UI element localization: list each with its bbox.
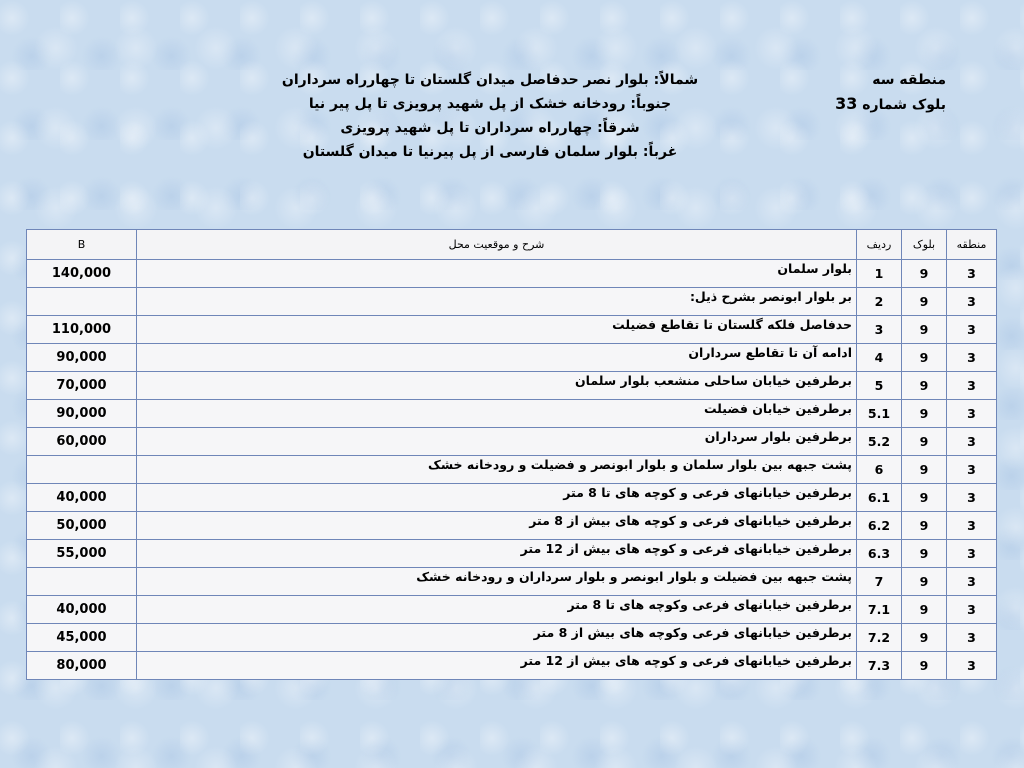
zone-cell: 3 xyxy=(947,512,997,540)
zone-cell: 3 xyxy=(947,484,997,512)
description-cell: برطرفین خیابان ساحلی منشعب بلوار سلمان xyxy=(137,372,857,400)
price-cell: 110,000 xyxy=(27,316,137,344)
table-row xyxy=(27,652,997,680)
price-cell xyxy=(27,456,137,484)
price-cell xyxy=(27,288,137,316)
row-number-cell: 3 xyxy=(857,316,902,344)
price-cell: 90,000 xyxy=(27,400,137,428)
boundaries-description xyxy=(280,68,700,164)
row-number-cell: 5.2 xyxy=(857,428,902,456)
row-number-cell: 6.3 xyxy=(857,540,902,568)
block-cell: 9 xyxy=(902,316,947,344)
zone-cell: 3 xyxy=(947,428,997,456)
zone-cell: 3 xyxy=(947,400,997,428)
table-row xyxy=(27,456,997,484)
zone-cell: 3 xyxy=(947,540,997,568)
block-cell: 9 xyxy=(902,456,947,484)
row-number-cell: 1 xyxy=(857,260,902,288)
price-cell: 45,000 xyxy=(27,624,137,652)
table-row xyxy=(27,624,997,652)
price-cell: 70,000 xyxy=(27,372,137,400)
description-cell: برطرفین خیابانهای فرعی وکوچه های بیش از 8 متر xyxy=(137,624,857,652)
table-row xyxy=(27,512,997,540)
price-cell: 55,000 xyxy=(27,540,137,568)
description-cell: حدفاصل فلکه گلستان تا تقاطع فضیلت xyxy=(137,316,857,344)
table-body xyxy=(27,260,997,680)
header-price: B xyxy=(27,230,137,260)
block-cell: 9 xyxy=(902,260,947,288)
row-number-cell: 7.1 xyxy=(857,596,902,624)
table-row xyxy=(27,344,997,372)
zone-cell: 3 xyxy=(947,568,997,596)
west-boundary: غرباً: بلوار سلمان فارسی از پل پیرنیا تا میدان گلستان xyxy=(302,144,678,160)
zone-cell: 3 xyxy=(947,652,997,680)
description-cell: برطرفین خیابان فضیلت xyxy=(137,400,857,428)
row-number-cell: 5 xyxy=(857,372,902,400)
table-row xyxy=(27,428,997,456)
row-number-cell: 2 xyxy=(857,288,902,316)
block-cell: 9 xyxy=(902,344,947,372)
table-row xyxy=(27,568,997,596)
zone-cell: 3 xyxy=(947,344,997,372)
block-info xyxy=(800,92,946,117)
header-row-no: ردیف xyxy=(857,230,902,260)
zone-label: منطقه سه xyxy=(872,72,946,88)
table-row xyxy=(27,316,997,344)
block-cell: 9 xyxy=(902,288,947,316)
zone-cell: 3 xyxy=(947,260,997,288)
block-cell: 9 xyxy=(902,652,947,680)
header-description: شرح و موقعیت محل xyxy=(137,230,857,260)
description-cell: بلوار سلمان xyxy=(137,260,857,288)
table-row xyxy=(27,260,997,288)
header-block: بلوک xyxy=(902,230,947,260)
description-cell: پشت جبهه بین بلوار سلمان و بلوار ابونصر و فضیلت و رودخانه خشک xyxy=(137,456,857,484)
description-cell: پشت جبهه بین فضیلت و بلوار ابونصر و بلوار سرداران و رودخانه خشک xyxy=(137,568,857,596)
zone-cell: 3 xyxy=(947,456,997,484)
row-number-cell: 6 xyxy=(857,456,902,484)
east-boundary: شرقاً: چهارراه سرداران تا پل شهید پرویزی xyxy=(340,120,640,136)
zone-cell: 3 xyxy=(947,372,997,400)
price-cell: 50,000 xyxy=(27,512,137,540)
price-cell: 40,000 xyxy=(27,596,137,624)
block-label: بلوک شماره xyxy=(862,97,946,113)
price-table xyxy=(26,229,997,680)
zone-cell: 3 xyxy=(947,288,997,316)
row-number-cell: 7 xyxy=(857,568,902,596)
description-cell: برطرفین خیابانهای فرعی و کوچه های بیش از 8 متر xyxy=(137,512,857,540)
description-cell: برطرفین خیابانهای فرعی و کوچه های تا 8 متر xyxy=(137,484,857,512)
description-cell: بر بلوار ابونصر بشرح ذیل: xyxy=(137,288,857,316)
description-cell: برطرفین خیابانهای فرعی و کوچه های بیش از 12 متر xyxy=(137,652,857,680)
block-cell: 9 xyxy=(902,540,947,568)
block-cell: 9 xyxy=(902,484,947,512)
row-number-cell: 7.3 xyxy=(857,652,902,680)
table-row xyxy=(27,288,997,316)
table-row xyxy=(27,540,997,568)
row-number-cell: 6.1 xyxy=(857,484,902,512)
price-cell: 60,000 xyxy=(27,428,137,456)
south-boundary: جنوباً: رودخانه خشک از پل شهید پرویزی تا پل پیر نیا xyxy=(308,96,672,112)
price-cell: 90,000 xyxy=(27,344,137,372)
block-cell: 9 xyxy=(902,372,947,400)
description-cell: برطرفین خیابانهای فرعی و کوچه های بیش از 12 متر xyxy=(137,540,857,568)
block-number: 33 xyxy=(835,94,858,113)
block-cell: 9 xyxy=(902,512,947,540)
row-number-cell: 5.1 xyxy=(857,400,902,428)
table-row xyxy=(27,400,997,428)
price-cell: 140,000 xyxy=(27,260,137,288)
header-zone: منطقه xyxy=(947,230,997,260)
zone-cell: 3 xyxy=(947,596,997,624)
zone-cell: 3 xyxy=(947,624,997,652)
north-boundary: شمالاً: بلوار نصر حدفاصل میدان گلستان تا چهارراه سرداران xyxy=(281,72,699,88)
zone-cell: 3 xyxy=(947,316,997,344)
price-cell: 80,000 xyxy=(27,652,137,680)
price-cell: 40,000 xyxy=(27,484,137,512)
description-cell: برطرفین خیابانهای فرعی وکوچه های تا 8 متر xyxy=(137,596,857,624)
table-row xyxy=(27,484,997,512)
row-number-cell: 6.2 xyxy=(857,512,902,540)
zone-block-info xyxy=(800,68,946,117)
block-cell: 9 xyxy=(902,596,947,624)
block-cell: 9 xyxy=(902,624,947,652)
row-number-cell: 7.2 xyxy=(857,624,902,652)
row-number-cell: 4 xyxy=(857,344,902,372)
block-cell: 9 xyxy=(902,568,947,596)
description-cell: ادامه آن تا تقاطع سرداران xyxy=(137,344,857,372)
block-cell: 9 xyxy=(902,400,947,428)
description-cell: برطرفین بلوار سرداران xyxy=(137,428,857,456)
block-cell: 9 xyxy=(902,428,947,456)
table-row xyxy=(27,596,997,624)
table-row xyxy=(27,372,997,400)
table-header-row xyxy=(27,230,997,260)
price-cell xyxy=(27,568,137,596)
